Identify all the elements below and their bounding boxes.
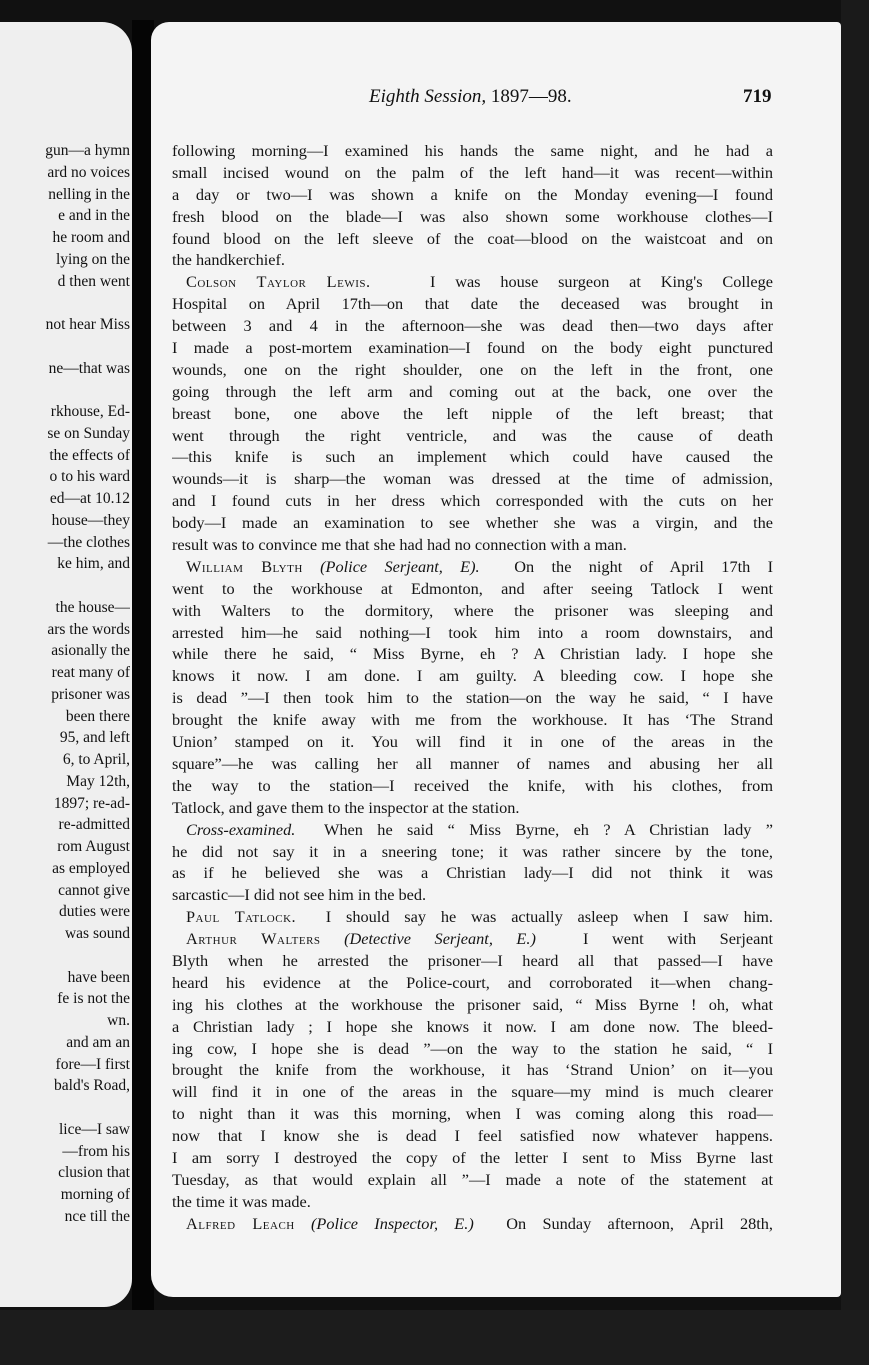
text-line: body—I made an examination to see whether she was a virgin, and the (172, 513, 773, 533)
text-line: with Walters to the dormitory, where the prisoner was sleeping and (172, 600, 773, 620)
text-line: went through the right ventricle, and was the cause of death (172, 425, 773, 445)
text-line: following morning—I examined his hands the same night, and he had a (172, 141, 773, 160)
text-line: is dead ”—I then took him to the station—on the way he said, “ I have (172, 688, 773, 708)
left-page-line: house—they (51, 511, 130, 529)
left-page-line: fe is not the (57, 990, 130, 1008)
left-page-line: lice—I saw (58, 1120, 130, 1138)
testimony-walters-first-line: Arthur Walters (Detective Serjeant, E.) I went with Serjeant (186, 929, 773, 949)
left-page-line: —the clothes (47, 533, 130, 551)
text-line: will find it in one of the areas in the square—my mind is much clearer (172, 1082, 773, 1102)
witness-role: (Detective Serjeant, E.) (344, 929, 536, 949)
text-line: Union’ stamped on it. You will find it in one of the areas in the (172, 732, 773, 752)
text-line: while there he said, “ Miss Byrne, eh ? A Christian lady. I hope she (172, 644, 773, 664)
left-page-line: ard no voices (47, 163, 130, 181)
text-line: and I found cuts in her dress which corresponded with the cuts on her (172, 491, 773, 511)
left-page-line: ars the words (47, 620, 130, 638)
text-line: the time it was made. (172, 1191, 311, 1211)
left-page-line: reat many of (51, 664, 130, 681)
left-page-line (0, 945, 130, 967)
left-page-line: he room and (52, 229, 130, 246)
left-page-line: d then went (57, 272, 130, 290)
text-line: between 3 and 4 in the afternoon—she was dead then—two days after (172, 316, 773, 336)
left-page-line: ke him, and (57, 555, 130, 573)
left-page-line: was sound (64, 925, 130, 942)
left-page-line: duties were (58, 903, 130, 921)
text-line: ing his clothes at the workhouse the prisoner said, “ Miss Byrne ! oh, what (172, 994, 773, 1014)
left-page-line: clusion that (58, 1164, 130, 1182)
text-line: now that I know she is dead I feel satisfied now whatever happens. (172, 1126, 773, 1146)
text-line: fresh blood on the blade—I was also shown some workhouse clothes—I (172, 206, 773, 226)
scan-bottom-edge (0, 1310, 869, 1365)
left-page-line: ed—at 10.12 (49, 490, 130, 507)
left-page-line: cannot give (58, 881, 130, 899)
left-page-line: se on Sunday (47, 424, 130, 442)
testimony-leach-first-line: Alfred Leach (Police Inspector, E.) On Sunday afternoon, April 28th, (186, 1213, 773, 1233)
text-line: Tatlock, and gave them to the inspector at the station. (172, 797, 520, 817)
left-page-line: the effects of (49, 446, 130, 464)
text-line: square”—he was calling her all manner of names and abusing her all (172, 753, 773, 773)
page-body (172, 140, 773, 1235)
text-line: breast bone, one above the left nipple of the left breast; that (172, 403, 773, 423)
testimony-blyth-first-line: William Blyth (Police Serjeant, E). On the night of April 17th I (186, 556, 773, 576)
text-line: arrested him—he said nothing—I took him into a room downstairs, and (172, 622, 773, 642)
witness-role: (Police Inspector, E.) (311, 1213, 474, 1233)
left-page-line: wn. (107, 1012, 130, 1029)
left-page-line: been there (65, 707, 130, 725)
text-line: to night than it was this morning, when I was coming along this road— (172, 1104, 773, 1124)
cross-examined-label: Cross-examined. (186, 819, 296, 839)
text-line: the way to the station—I received the knife, with his clothes, from (172, 775, 773, 795)
left-page-line (0, 1097, 130, 1119)
left-page-line: May 12th, (66, 772, 130, 790)
left-page-line: nce till the (64, 1207, 130, 1225)
scan-right-edge (841, 0, 869, 1365)
left-page-line (0, 379, 130, 401)
text-line: I am sorry I destroyed the copy of the letter I sent to Miss Byrne last (172, 1147, 773, 1167)
cross-examination-first-line: Cross-examined. When he said “ Miss Byrne, eh ? A Christian lady ” (186, 819, 773, 839)
text-line: result was to convince me that she had had no connection with a man. (172, 535, 627, 555)
text-line: brought the knife from the workhouse, it has ‘Strand Union’ on it—you (172, 1060, 773, 1080)
text-line: as if he believed she was a Christian lady—I did not think it was (172, 863, 773, 883)
left-page-line: fore—I first (55, 1055, 130, 1073)
text-line: ing cow, I hope she is dead ”—on the way to the station he said, “ I (172, 1038, 773, 1058)
left-page-line: asionally the (51, 642, 130, 660)
left-page-line: rkhouse, Ed- (50, 403, 130, 420)
witness-name: William Blyth (186, 556, 303, 576)
text-line: I made a post-mortem examination—I found on the body eight punctured (172, 338, 773, 358)
witness-name: Colson Taylor Lewis. (186, 272, 371, 292)
left-page-line (0, 575, 130, 597)
text-line: small incised wound on the palm of the left hand—it was recent—within (172, 162, 773, 182)
left-page-line (0, 336, 130, 358)
left-page-line: ne—that was (48, 359, 130, 377)
text-line: a day or two—I was shown a knife on the Monday evening—I found (172, 184, 773, 204)
left-page-line: rom August (57, 838, 130, 855)
text-line: Blyth when he arrested the prisoner—I heard all that passed—I have (172, 950, 773, 970)
text-line: Hospital on April 17th—on that date the deceased was brought in (172, 294, 773, 314)
text-line: wounds, one on the right shoulder, one on the left in the front, one (172, 359, 773, 379)
text-line: going through the left arm and coming out at the back, one over the (172, 381, 773, 401)
text-line: wounds—it is sharp—the woman was dressed at the time of admission, (172, 469, 773, 489)
left-page-line: lying on the (55, 250, 130, 268)
left-page-line: o to his ward (49, 468, 130, 486)
testimony-lewis-first-line: Colson Taylor Lewis. I was house surgeon at King's College (186, 272, 773, 292)
text-line: a Christian lady ; I hope she knows it now. I am done now. The bleed- (172, 1016, 773, 1036)
page-number: 719 (743, 86, 772, 107)
left-facing-page (0, 22, 132, 1307)
left-page-line: —from his (62, 1142, 130, 1160)
witness-name: Arthur Walters (186, 929, 321, 949)
left-page-line: prisoner was (51, 685, 130, 703)
left-page-line: and am an (66, 1033, 130, 1051)
testimony-tatlock-line: Paul Tatlock. I should say he was actually asleep when I saw him. (186, 907, 773, 927)
witness-name: Paul Tatlock. (186, 907, 297, 927)
left-page-line: 1897; re-ad- (53, 794, 130, 812)
left-page-line: morning of (60, 1186, 130, 1203)
left-page-line: have been (67, 968, 130, 986)
left-page-line (0, 292, 130, 314)
left-page-line: re-admitted (58, 816, 130, 834)
text-line: brought the knife away with me from the workhouse. It has ‘The Strand (172, 710, 773, 730)
text-line: the handkerchief. (172, 250, 286, 270)
text-line: he did not say it in a sneering tone; it was rather sincere by the tone, (172, 841, 773, 861)
witness-name: Alfred Leach (186, 1213, 295, 1233)
witness-role: (Police Serjeant, E). (320, 556, 480, 576)
left-page-text (0, 140, 130, 1228)
left-page-line: the house— (55, 598, 130, 616)
text-line: knows it now. I am done. I am guilty. A bleeding cow. I hope she (172, 666, 773, 686)
left-page-line: e and in the (58, 207, 130, 225)
text-line: heard his evidence at the Police-court, and corroborated it—when chang- (172, 972, 773, 992)
text-line: sarcastic—I did not see him in the bed. (172, 885, 427, 905)
left-page-line: 6, to April, (62, 751, 130, 768)
text-line: went to the workhouse at Edmonton, and after seeing Tatlock I went (172, 578, 773, 598)
left-page-line: bald's Road, (54, 1077, 130, 1095)
left-page-line: 95, and left (59, 729, 130, 747)
left-page-line: gun—a hymn (45, 142, 130, 159)
left-page-line: nelling in the (48, 185, 130, 203)
running-title: Eighth Session, 1897—98. (369, 86, 572, 107)
left-page-line: as employed (52, 859, 130, 877)
text-line: —this knife is such an implement which could have caused the (172, 447, 773, 467)
text-line: Tuesday, as that would explain all ”—I made a note of the statement at (172, 1169, 773, 1189)
text-line: found blood on the left sleeve of the coat—blood on the waistcoat and on (172, 228, 773, 248)
left-page-line: not hear Miss (45, 316, 130, 333)
right-page (151, 22, 841, 1297)
